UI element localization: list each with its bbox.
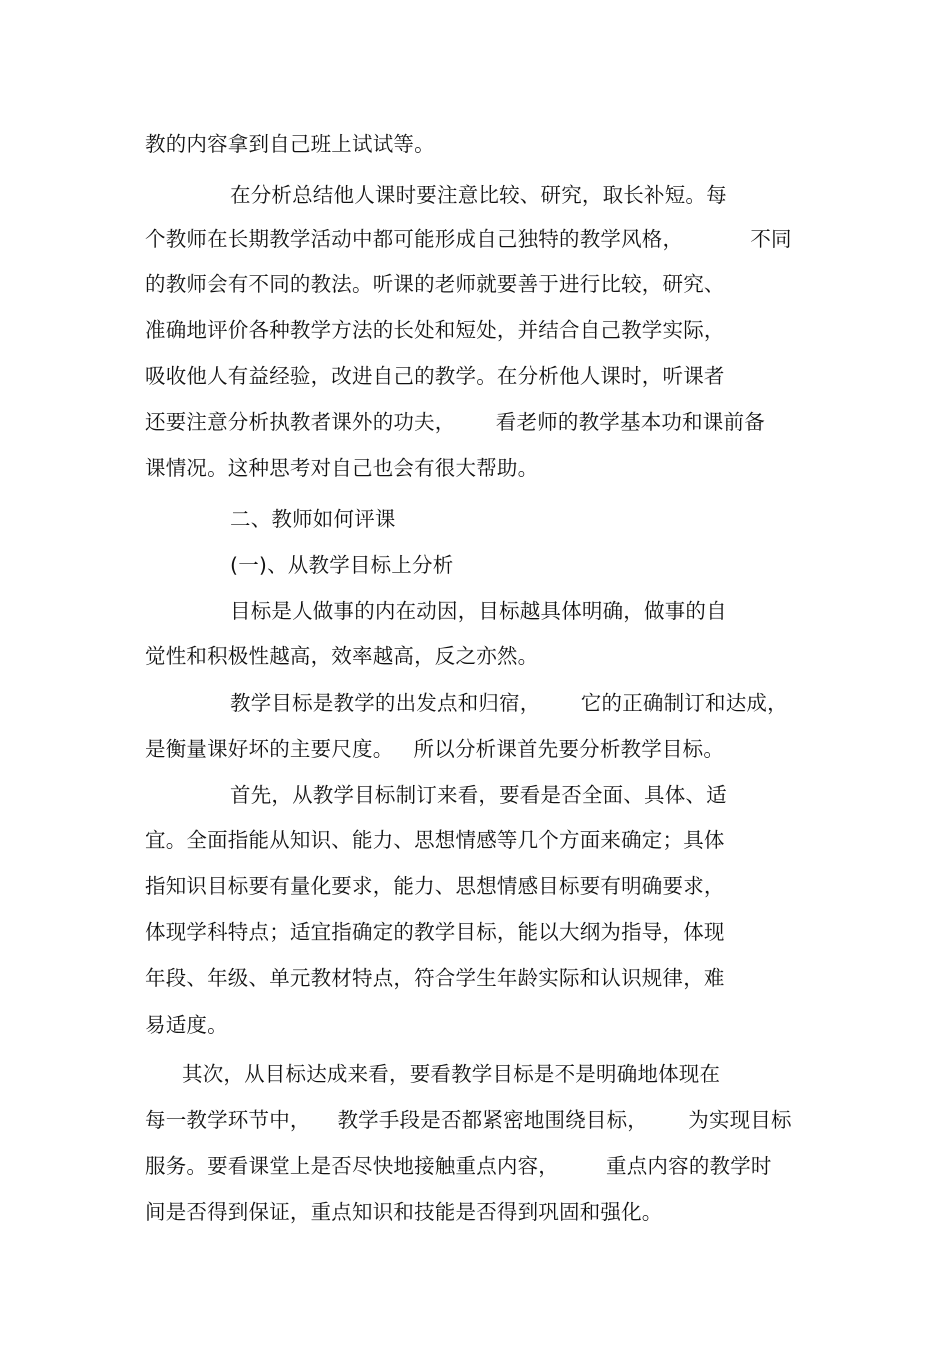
paragraph-line: 在分析总结他人课时要注意比较、研究，取长补短。每 — [230, 183, 727, 207]
paragraph-line: 其次，从目标达成来看，要看教学目标是不是明确地体现在 — [182, 1062, 721, 1086]
paragraph-line: 吸收他人有益经验，改进自己的教学。在分析他人课时，听课者 — [145, 364, 725, 388]
paragraph-line: 年段、年级、单元教材特点，符合学生年龄实际和认识规律，难 — [145, 966, 725, 990]
paragraph-line: 还要注意分析执教者课外的功夫， 看老师的教学基本功和课前备 — [145, 410, 765, 434]
section-heading: 二、教师如何评课 — [230, 507, 396, 531]
paragraph-line: 体现学科特点；适宜指确定的教学目标，能以大纲为指导，体现 — [145, 920, 725, 944]
paragraph-line: 教学目标是教学的出发点和归宿， 它的正确制订和达成， — [230, 691, 788, 715]
paragraph-line: 是衡量课好坏的主要尺度。 所以分析课首先要分析教学目标。 — [145, 737, 725, 761]
paragraph-line: 每一教学环节中， 教学手段是否都紧密地围绕目标， 为实现目标 — [145, 1108, 792, 1132]
paragraph-line: 宜。全面指能从知识、能力、思想情感等几个方面来确定；具体 — [145, 828, 725, 852]
paragraph-line: 指知识目标要有量化要求，能力、思想情感目标要有明确要求， — [145, 874, 725, 898]
paragraph-line: 目标是人做事的内在动因，目标越具体明确，做事的自 — [230, 599, 727, 623]
paragraph-line: 首先，从教学目标制订来看，要看是否全面、具体、适 — [230, 783, 727, 807]
paragraph-line: 服务。要看课堂上是否尽快地接触重点内容， 重点内容的教学时 — [145, 1154, 772, 1178]
paragraph-line: 觉性和积极性越高，效率越高，反之亦然。 — [145, 644, 539, 668]
paragraph-line: 准确地评价各种教学方法的长处和短处，并结合自己教学实际， — [145, 318, 725, 342]
paragraph-line: 的教师会有不同的教法。听课的老师就要善于进行比较，研究、 — [145, 272, 725, 296]
paragraph-line: 个教师在长期教学活动中都可能形成自己独特的教学风格， 不同 — [145, 227, 792, 251]
paragraph-line: 课情况。这种思考对自己也会有很大帮助。 — [145, 456, 539, 480]
subsection-heading: (一)、从教学目标上分析 — [230, 553, 454, 577]
paragraph-line: 教的内容拿到自己班上试试等。 — [145, 132, 435, 156]
paragraph-line: 易适度。 — [145, 1013, 228, 1037]
paragraph-line: 间是否得到保证，重点知识和技能是否得到巩固和强化。 — [145, 1200, 663, 1224]
